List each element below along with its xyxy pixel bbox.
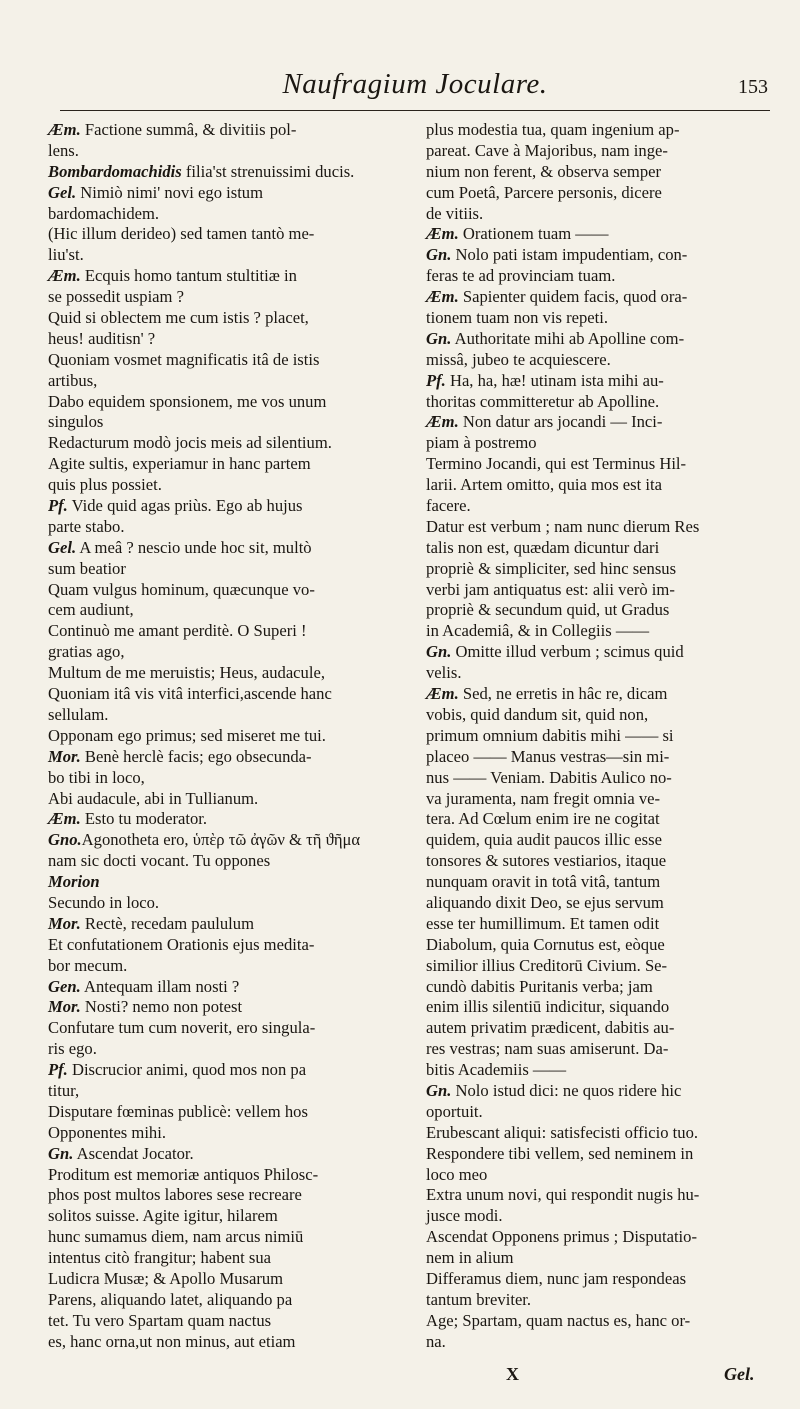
- line-text: placeo —— Manus vestras—sin mi-: [426, 746, 670, 766]
- line-text: artibus,: [48, 370, 98, 390]
- text-line: [48, 266, 386, 287]
- line-text: Omitte illud verbum ; scimus quid: [451, 642, 684, 662]
- speaker-label: Pf.: [426, 370, 446, 390]
- line-text: Nimiò nimi' novi ego istum: [76, 182, 264, 202]
- text-line: [48, 496, 386, 517]
- line-text: autem privatim prædicent, dabitis au-: [426, 1018, 675, 1038]
- line-text: liu'st.: [48, 245, 84, 265]
- line-text: ris ego.: [48, 1039, 97, 1059]
- line-text: piam à postremo: [426, 433, 537, 453]
- speaker-label: Gen.: [48, 976, 81, 996]
- line-text: heus! auditisn' ?: [48, 328, 156, 348]
- text-line: [48, 726, 386, 747]
- text-line: [48, 1332, 386, 1353]
- line-text: Sed, ne erretis in hâc re, dicam: [458, 684, 668, 704]
- text-line: [48, 1102, 386, 1123]
- text-line: [426, 371, 764, 392]
- line-text: cundò dabitis Puritanis verba; jam: [426, 976, 653, 996]
- speaker-label: Pf.: [48, 496, 68, 516]
- line-text: bor mecum.: [48, 955, 128, 975]
- line-text: Extra unum novi, qui respondit nugis hu-: [426, 1185, 700, 1205]
- text-line: [48, 977, 386, 998]
- text-line: [48, 392, 386, 413]
- text-line: [426, 496, 764, 517]
- speaker-label: Mor.: [48, 913, 81, 933]
- text-line: [426, 329, 764, 350]
- page-header: [60, 66, 770, 111]
- line-text: talis non est, quædam dicuntur dari: [426, 537, 660, 557]
- line-text: propriè & secundum quid, ut Gradus: [426, 600, 670, 620]
- text-line: [426, 433, 764, 454]
- line-text: Agonotheta ero, ὑπὲρ τῶ ἀγῶν & τῆ ϑῆμα: [81, 830, 361, 850]
- text-line: [426, 997, 764, 1018]
- text-line: [426, 830, 764, 851]
- text-line: [426, 204, 764, 225]
- speaker-label: Gno.: [48, 830, 82, 850]
- text-line: [48, 1227, 386, 1248]
- text-line: [48, 412, 386, 433]
- text-line: [426, 935, 764, 956]
- text-line: [48, 371, 386, 392]
- text-line: [426, 245, 764, 266]
- line-text: Nosti? nemo non potest: [80, 997, 243, 1017]
- page-number: 153: [738, 76, 768, 98]
- line-text: Opponam ego primus; sed miseret me tui.: [48, 725, 326, 745]
- line-text: oportuit.: [426, 1101, 483, 1121]
- line-text: tera. Ad Cœlum enim ire ne cogitat: [426, 809, 660, 829]
- line-text: Respondere tibi vellem, sed neminem in: [426, 1143, 694, 1163]
- line-text: vobis, quid dandum sit, quid non,: [426, 704, 649, 724]
- text-line: [48, 1206, 386, 1227]
- speaker-label: Morion: [48, 872, 100, 892]
- speaker-label: Gn.: [426, 245, 452, 265]
- text-line: [426, 1311, 764, 1332]
- line-text: propriè & simpliciter, sed hinc sensus: [426, 558, 677, 578]
- text-line: [426, 1290, 764, 1311]
- line-text: A meâ ? nescio unde hoc sit, multò: [76, 537, 312, 557]
- line-text: es, hanc orna,ut non minus, aut etiam: [48, 1331, 296, 1351]
- speaker-label: Æm.: [48, 120, 81, 139]
- text-line: [48, 663, 386, 684]
- line-text: jusce modi.: [426, 1206, 503, 1226]
- speaker-label: Pf.: [48, 1060, 68, 1080]
- text-line: [48, 956, 386, 977]
- text-line: [48, 287, 386, 308]
- speaker-label: Gn.: [426, 1080, 452, 1100]
- text-line: [426, 1165, 764, 1186]
- speaker-label: Gel.: [48, 537, 77, 557]
- left-text-column: [48, 120, 386, 1353]
- line-text: na.: [426, 1331, 446, 1351]
- line-text: tionem tuam non vis repeti.: [426, 308, 609, 328]
- line-text: Sapienter quidem facis, quod ora-: [458, 287, 688, 307]
- text-line: [426, 1081, 764, 1102]
- line-text: quidem, quia audit paucos illic esse: [426, 830, 662, 850]
- line-text: Discrucior animi, quod mos non pa: [67, 1060, 307, 1080]
- line-text: primum omnium dabitis mihi —— si: [426, 725, 674, 745]
- line-text: Quoniam vosmet magnificatis itâ de istis: [48, 349, 320, 369]
- right-text-column: [426, 120, 764, 1353]
- line-text: Termino Jocandi, qui est Terminus Hil-: [426, 454, 687, 474]
- text-line: [426, 1332, 764, 1353]
- text-line: [48, 1123, 386, 1144]
- line-text: Quam vulgus hominum, quæcunque vo-: [48, 579, 315, 599]
- line-text: nem in alium: [426, 1248, 514, 1268]
- line-text: aliquando dixit Deo, se ejus servum: [426, 892, 664, 912]
- line-text: Orationem tuam ——: [458, 224, 609, 244]
- line-text: nam sic docti vocant. Tu oppones: [48, 851, 271, 871]
- line-text: Ascendat Opponens primus ; Disputatio-: [426, 1227, 697, 1247]
- line-text: tonsores & sutores vestiarios, itaque: [426, 851, 667, 871]
- text-line: [48, 789, 386, 810]
- speaker-label: Mor.: [48, 997, 81, 1017]
- line-text: in Academiâ, & in Collegiis ——: [426, 621, 650, 641]
- line-text: intentus citò frangitur; habent sua: [48, 1248, 272, 1268]
- line-text: titur,: [48, 1080, 80, 1100]
- line-text: missâ, jubeo te acquiescere.: [426, 349, 611, 369]
- text-line: [48, 204, 386, 225]
- text-line: [426, 747, 764, 768]
- text-line: [48, 1290, 386, 1311]
- text-line: [48, 1018, 386, 1039]
- line-text: Antequam illam nosti ?: [80, 976, 240, 996]
- text-line: [426, 412, 764, 433]
- line-text: Factione summâ, & divitiis pol-: [80, 120, 297, 139]
- line-text: quis plus possiet.: [48, 475, 162, 495]
- text-line: [426, 350, 764, 371]
- text-line: [426, 141, 764, 162]
- line-text: va juramenta, nam fregit omnia ve-: [426, 788, 661, 808]
- text-line: [426, 308, 764, 329]
- line-text: Benè herclè facis; ego obsecunda-: [80, 746, 312, 766]
- text-line: [48, 120, 386, 141]
- text-line: [426, 162, 764, 183]
- line-text: bardomachidem.: [48, 203, 160, 223]
- line-text: Confutare tum cum noverit, ero singula-: [48, 1018, 316, 1038]
- text-line: [48, 705, 386, 726]
- text-line: [48, 517, 386, 538]
- text-line: [426, 475, 764, 496]
- line-text: Nolo istud dici: ne quos ridere hic: [451, 1080, 682, 1100]
- text-line: [48, 1185, 386, 1206]
- line-text: hunc sumamus diem, nam arcus nimiū: [48, 1227, 304, 1247]
- line-text: res vestras; nam suas amiserunt. Da-: [426, 1039, 669, 1059]
- text-line: [426, 956, 764, 977]
- text-line: [48, 329, 386, 350]
- line-text: Authoritate mihi ab Apolline com-: [451, 328, 685, 348]
- line-text: Age; Spartam, quam nactus es, hanc or-: [426, 1310, 691, 1330]
- text-line: [426, 977, 764, 998]
- text-line: [48, 1248, 386, 1269]
- text-line: [426, 600, 764, 621]
- text-line: [426, 1248, 764, 1269]
- line-text: esse ter humillimum. Et tamen odit: [426, 913, 660, 933]
- text-line: [426, 1144, 764, 1165]
- text-line: [426, 893, 764, 914]
- text-line: [426, 663, 764, 684]
- text-line: [426, 1018, 764, 1039]
- text-line: [48, 1144, 386, 1165]
- line-text: Dabo equidem sponsionem, me vos unum: [48, 391, 327, 411]
- line-text: verbi jam antiquatus est: alii verò im-: [426, 579, 675, 599]
- text-line: [426, 872, 764, 893]
- line-text: Erubescant aliqui: satisfecisti officio tuo.: [426, 1122, 699, 1142]
- line-text: tet. Tu vero Spartam quam nactus: [48, 1310, 272, 1330]
- text-line: [48, 1269, 386, 1290]
- text-line: [426, 726, 764, 747]
- line-text: bo tibi in loco,: [48, 767, 145, 787]
- line-text: thoritas committeretur ab Apolline.: [426, 391, 660, 411]
- line-text: enim illis silentiū indicitur, siquando: [426, 997, 670, 1017]
- text-line: [426, 1269, 764, 1290]
- line-text: nium non ferent, & observa semper: [426, 161, 662, 181]
- text-line: [48, 559, 386, 580]
- line-text: Ha, ha, hæ! utinam ista mihi au-: [445, 370, 664, 390]
- text-line: [48, 162, 386, 183]
- text-line: [48, 1081, 386, 1102]
- line-text: solitos suisse. Agite igitur, hilarem: [48, 1206, 278, 1226]
- line-text: loco meo: [426, 1164, 488, 1184]
- text-line: [48, 1039, 386, 1060]
- text-line: [426, 705, 764, 726]
- text-line: [426, 120, 764, 141]
- line-text: bitis Academiis ——: [426, 1060, 567, 1080]
- line-text: gratias ago,: [48, 642, 125, 662]
- speaker-label: Æm.: [48, 809, 81, 829]
- text-line: [48, 454, 386, 475]
- line-text: parte stabo.: [48, 516, 125, 536]
- text-line: [426, 1206, 764, 1227]
- line-text: Agite sultis, experiamur in hanc partem: [48, 454, 311, 474]
- line-text: Vide quid agas priùs. Ego ab hujus: [67, 496, 303, 516]
- line-text: Quid si oblectem me cum istis ? placet,: [48, 308, 309, 328]
- text-line: [48, 935, 386, 956]
- speaker-label: Æm.: [426, 412, 459, 432]
- text-line: [426, 183, 764, 204]
- line-text: singulos: [48, 412, 104, 432]
- line-text: (Hic illum derideo) sed tamen tantò me-: [48, 224, 315, 244]
- line-text: lens.: [48, 140, 79, 160]
- line-text: Et confutationem Orationis ejus medita-: [48, 934, 315, 954]
- text-line: [426, 266, 764, 287]
- speaker-label: Æm.: [426, 684, 459, 704]
- line-text: Ecquis homo tantum stultitiæ in: [80, 266, 297, 286]
- text-line: [426, 642, 764, 663]
- text-line: [426, 851, 764, 872]
- text-line: [426, 1123, 764, 1144]
- speaker-label: Bombardomachidis: [48, 161, 182, 181]
- text-line: [48, 914, 386, 935]
- speaker-label: Gn.: [426, 328, 452, 348]
- line-text: Abi audacule, abi in Tullianum.: [48, 788, 259, 808]
- speaker-label: Æm.: [426, 224, 459, 244]
- text-line: [48, 642, 386, 663]
- speaker-label: Æm.: [48, 266, 81, 286]
- line-text: de vitiis.: [426, 203, 484, 223]
- line-text: Redacturum modò jocis meis ad silentium.: [48, 433, 332, 453]
- speaker-label: Gel.: [48, 182, 77, 202]
- line-text: similior illius Creditorū Civium. Se-: [426, 955, 668, 975]
- text-line: [426, 768, 764, 789]
- line-text: Secundo in loco.: [48, 892, 160, 912]
- line-text: filia'st strenuissimi ducis.: [181, 161, 355, 181]
- line-text: Non datur ars jocandi — Inci-: [458, 412, 663, 432]
- text-line: [426, 789, 764, 810]
- line-text: Esto tu moderator.: [80, 809, 207, 829]
- text-line: [48, 768, 386, 789]
- line-text: Continuò me amant perditè. O Superi !: [48, 621, 307, 641]
- line-text: cum Poetâ, Parcere personis, dicere: [426, 182, 662, 202]
- text-line: [426, 684, 764, 705]
- text-line: [426, 1060, 764, 1081]
- text-line: [48, 245, 386, 266]
- text-line: [426, 538, 764, 559]
- text-line: [48, 538, 386, 559]
- line-text: Ascendat Jocator.: [73, 1143, 194, 1163]
- line-text: feras te ad provinciam tuam.: [426, 266, 616, 286]
- line-text: cem audiunt,: [48, 600, 134, 620]
- line-text: Multum de me meruistis; Heus, audacule,: [48, 663, 325, 683]
- line-text: Ludicra Musæ; & Apollo Musarum: [48, 1268, 284, 1288]
- speaker-label: Gn.: [426, 642, 452, 662]
- line-text: Nolo pati istam impudentiam, con-: [451, 245, 688, 265]
- speaker-label: Gn.: [48, 1143, 74, 1163]
- line-text: Rectè, recedam paululum: [80, 913, 254, 933]
- text-line: [426, 1185, 764, 1206]
- speaker-label: Æm.: [426, 287, 459, 307]
- line-text: nus —— Veniam. Dabitis Aulico no-: [426, 767, 672, 787]
- line-text: Diabolum, quia Cornutus est, eòque: [426, 934, 665, 954]
- text-line: [48, 851, 386, 872]
- text-line: [48, 621, 386, 642]
- text-line: [48, 308, 386, 329]
- line-text: phos post multos labores sese recreare: [48, 1185, 302, 1205]
- text-line: [48, 224, 386, 245]
- line-text: Proditum est memoriæ antiquos Philosc-: [48, 1164, 319, 1184]
- line-text: Parens, aliquando latet, aliquando pa: [48, 1289, 293, 1309]
- text-line: [426, 1102, 764, 1123]
- line-text: Datur est verbum ; nam nunc dierum Res: [426, 516, 700, 536]
- text-line: [48, 350, 386, 371]
- text-line: [48, 893, 386, 914]
- text-line: [426, 1227, 764, 1248]
- text-line: [48, 997, 386, 1018]
- text-line: [426, 809, 764, 830]
- text-line: [426, 392, 764, 413]
- line-text: tantum breviter.: [426, 1289, 532, 1309]
- line-text: Differamus diem, nunc jam respondeas: [426, 1268, 687, 1288]
- text-line: [48, 475, 386, 496]
- text-line: [426, 454, 764, 475]
- signature-mark: X: [506, 1364, 519, 1384]
- line-text: Opponentes mihi.: [48, 1122, 166, 1142]
- text-line: [48, 872, 386, 893]
- text-line: [426, 914, 764, 935]
- text-line: [426, 224, 764, 245]
- text-line: [48, 1060, 386, 1081]
- line-text: nunquam oravit in totâ vitâ, tantum: [426, 872, 661, 892]
- text-line: [426, 517, 764, 538]
- line-text: velis.: [426, 663, 462, 683]
- text-line: [48, 183, 386, 204]
- line-text: larii. Artem omitto, quia mos est ita: [426, 475, 662, 495]
- text-line: [426, 621, 764, 642]
- catchword: Gel.: [724, 1364, 755, 1384]
- text-line: [48, 580, 386, 601]
- running-title: Naufragium Joculare.: [282, 68, 548, 100]
- line-text: facere.: [426, 496, 471, 516]
- line-text: sum beatior: [48, 558, 126, 578]
- text-line: [48, 747, 386, 768]
- text-line: [48, 809, 386, 830]
- line-text: pareat. Cave à Majoribus, nam inge-: [426, 140, 668, 160]
- text-line: [48, 141, 386, 162]
- line-text: Disputare fœminas publicè: vellem hos: [48, 1101, 308, 1121]
- text-line: [48, 433, 386, 454]
- text-line: [426, 580, 764, 601]
- line-text: Quoniam itâ vis vitâ interfici,ascende hanc: [48, 684, 332, 704]
- text-line: [426, 287, 764, 308]
- line-text: se possedit uspiam ?: [48, 287, 184, 307]
- text-line: [48, 1165, 386, 1186]
- text-line: [48, 684, 386, 705]
- text-line: [426, 559, 764, 580]
- text-line: [48, 600, 386, 621]
- text-line: [48, 1311, 386, 1332]
- speaker-label: Mor.: [48, 746, 81, 766]
- line-text: plus modestia tua, quam ingenium ap-: [426, 120, 680, 139]
- text-line: [48, 830, 386, 851]
- text-line: [426, 1039, 764, 1060]
- line-text: sellulam.: [48, 704, 109, 724]
